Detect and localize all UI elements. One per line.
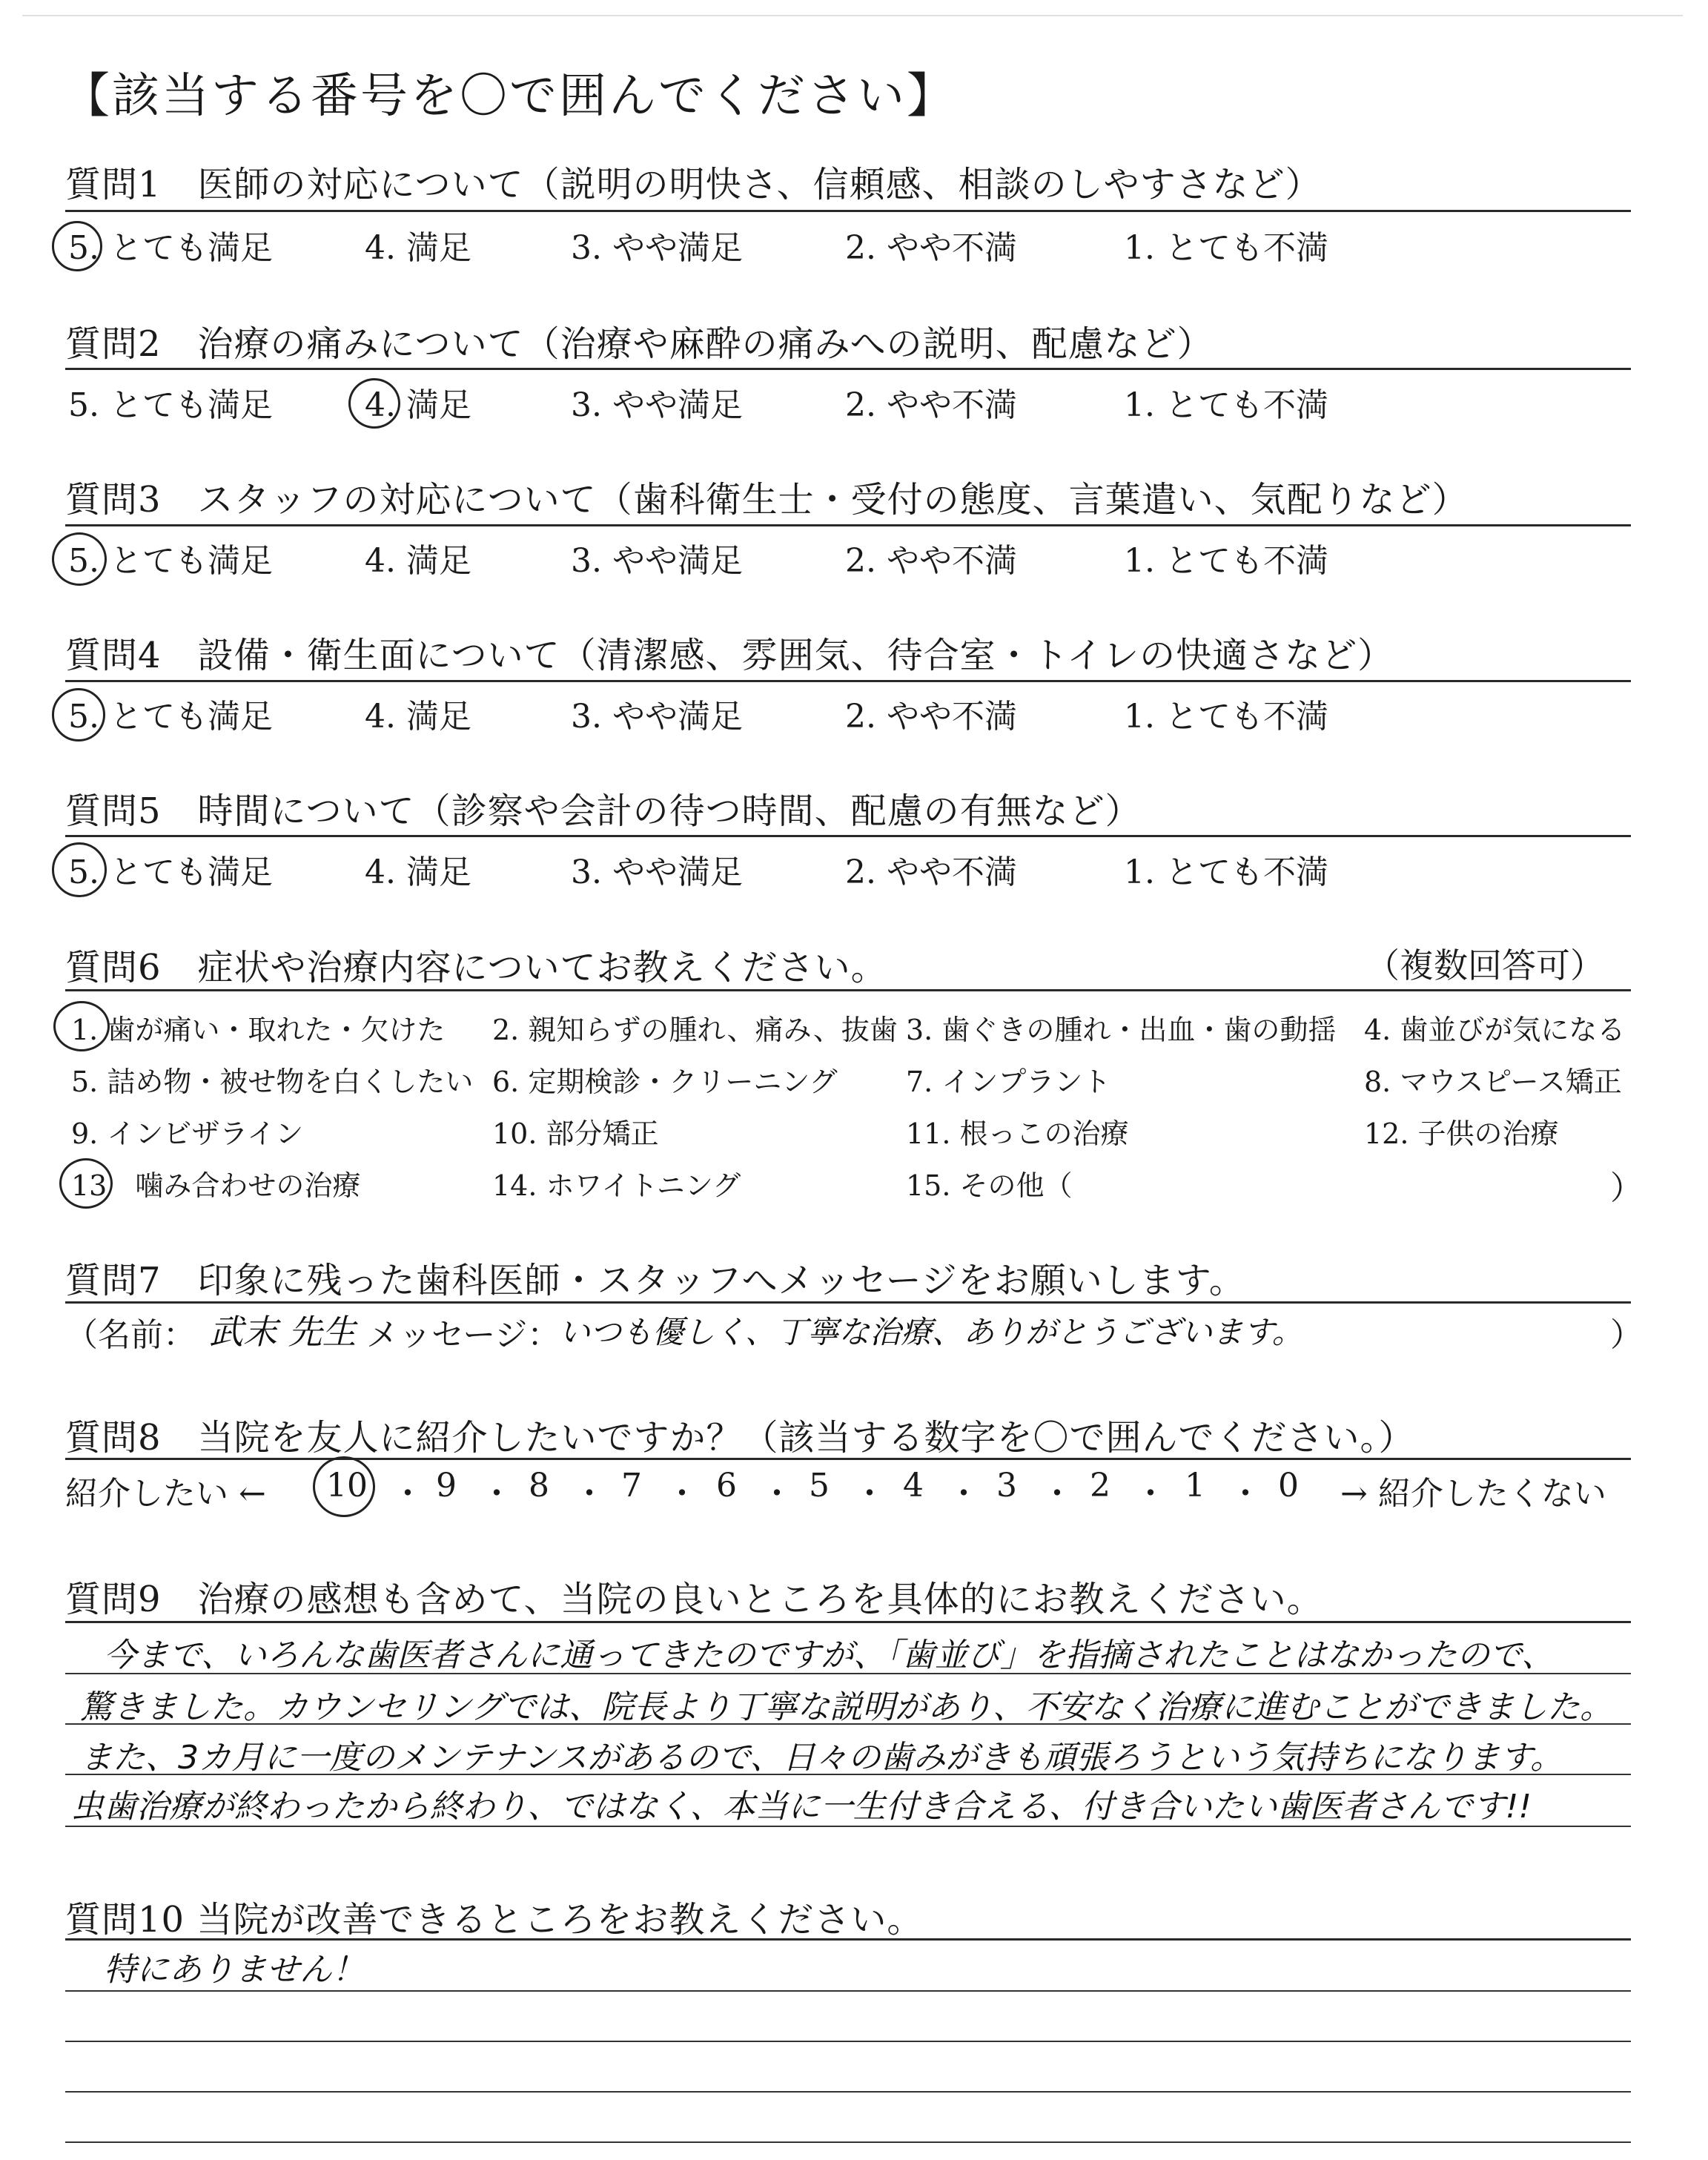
page-title: 【該当する番号を〇で囲んでください】	[62, 69, 956, 124]
q4-option-2[interactable]: 2. やや不満	[845, 698, 1017, 736]
scale-value-9[interactable]: 9	[436, 1467, 457, 1505]
q9-line-rule-2	[65, 1723, 1631, 1725]
q9-line-rule-4	[65, 1826, 1631, 1827]
scale-dot: ・	[666, 1475, 698, 1513]
q2-selection-circle	[348, 378, 400, 429]
q1-option-4[interactable]: 4. 満足	[365, 229, 471, 267]
q1-option-2[interactable]: 2. やや不満	[845, 229, 1017, 267]
q6-option-11[interactable]: 11. 根っこの治療	[906, 1117, 1129, 1150]
question-9-title: 質問9 治療の感想も含めて、当院の良いところを具体的にお教えください。	[65, 1579, 1323, 1620]
q6-option-7[interactable]: 7. インプラント	[906, 1066, 1111, 1098]
q6-selection-circle-13	[59, 1158, 113, 1209]
scale-value-3[interactable]: 3	[996, 1467, 1017, 1505]
question-7-rule	[65, 1301, 1631, 1304]
scale-left-label: 紹介したい ←	[65, 1475, 266, 1513]
top-border	[22, 15, 1683, 16]
q6-other-close: ）	[1610, 1169, 1643, 1207]
question-9-rule	[65, 1621, 1631, 1623]
q5-option-1[interactable]: 1. とても不満	[1124, 853, 1328, 891]
scale-dot: ・	[391, 1475, 424, 1513]
q4-selection-circle	[52, 688, 105, 742]
scale-value-6[interactable]: 6	[716, 1467, 737, 1505]
q6-option-13[interactable]: 13 噛み合わせの治療	[71, 1169, 361, 1202]
q10-line-rule-2	[65, 2041, 1631, 2042]
q3-option-1[interactable]: 1. とても不満	[1124, 542, 1328, 580]
q5-option-2[interactable]: 2. やや不満	[845, 853, 1017, 891]
q7-message-label: メッセージ：	[366, 1316, 560, 1354]
scale-dot: ・	[761, 1475, 793, 1513]
q4-option-4[interactable]: 4. 満足	[365, 698, 471, 736]
scale-value-10[interactable]: 10	[326, 1467, 368, 1505]
question-4-rule	[65, 680, 1631, 682]
scale-value-5[interactable]: 5	[809, 1467, 830, 1505]
q1-option-1[interactable]: 1. とても不満	[1124, 229, 1328, 267]
scale-dot: ・	[1229, 1475, 1262, 1513]
q2-option-4[interactable]: 4. 満足	[365, 386, 471, 424]
q9-line-rule-3	[65, 1774, 1631, 1775]
q9-answer-line-4[interactable]: 虫歯治療が終わったから終わり、ではなく、本当に一生付き合える、付き合いたい歯医者さんです!!	[71, 1788, 1532, 1826]
q9-answer-line-3[interactable]: また、3カ月に一度のメンテナンスがあるので、日々の歯みがきも頑張ろうという気持ちになります。	[80, 1739, 1563, 1777]
q7-name-value[interactable]: 武末 先生	[209, 1312, 357, 1352]
q9-answer-line-2[interactable]: 驚きました。カウンセリングでは、院長より丁寧な説明があり、不安なく治療に進むことができました。	[80, 1688, 1613, 1726]
scale-value-0[interactable]: 0	[1278, 1467, 1299, 1505]
q10-line-rule-4	[65, 2141, 1631, 2143]
q10-line-rule-1	[65, 1990, 1631, 1992]
q5-option-3[interactable]: 3. やや満足	[571, 853, 743, 891]
question-3-rule	[65, 524, 1631, 526]
question-5-title: 質問5 時間について（診察や会計の待つ時間、配慮の有無など）	[65, 790, 1142, 832]
question-5-rule	[65, 835, 1631, 837]
q2-option-2[interactable]: 2. やや不満	[845, 386, 1017, 424]
scale-dot: ・	[853, 1475, 886, 1513]
question-2-title: 質問2 治療の痛みについて（治療や麻酔の痛みへの説明、配慮など）	[65, 323, 1214, 365]
scale-dot: ・	[1134, 1475, 1167, 1513]
question-4-title: 質問4 設備・衛生面について（清潔感、雰囲気、待合室・トイレの快適さなど）	[65, 635, 1394, 676]
question-1-title: 質問1 医師の対応について（説明の明快さ、信頼感、相談のしやすさなど）	[65, 164, 1322, 205]
q1-option-3[interactable]: 3. やや満足	[571, 229, 743, 267]
scale-dot: ・	[573, 1475, 606, 1513]
question-6-rule	[65, 989, 1631, 991]
q6-option-10[interactable]: 10. 部分矯正	[492, 1117, 659, 1150]
question-10-title: 質問10 当院が改善できるところをお教えください。	[65, 1899, 924, 1941]
q8-selection-circle	[313, 1456, 375, 1517]
q2-option-5[interactable]: 5. とても満足	[68, 386, 273, 424]
q4-option-5[interactable]: 5. とても満足	[68, 698, 273, 736]
question-1-rule	[65, 210, 1631, 212]
scale-value-7[interactable]: 7	[621, 1467, 642, 1505]
q6-option-1[interactable]: 1. 歯が痛い・取れた・欠けた	[71, 1014, 446, 1046]
q4-option-1[interactable]: 1. とても不満	[1124, 698, 1328, 736]
q3-selection-circle	[52, 532, 107, 586]
scale-value-4[interactable]: 4	[903, 1467, 924, 1505]
q9-answer-line-1[interactable]: 今まで、いろんな歯医者さんに通ってきたのですが、「歯並び」を指摘されたことはなかったので、	[104, 1636, 1555, 1674]
q10-answer-line-1[interactable]: 特にありません！	[104, 1951, 365, 1989]
q6-option-14[interactable]: 14. ホワイトニング	[492, 1169, 741, 1202]
q3-option-5[interactable]: 5. とても満足	[68, 542, 273, 580]
q5-option-5[interactable]: 5. とても満足	[68, 853, 273, 891]
q1-selection-circle	[52, 221, 102, 271]
q6-option-8[interactable]: 8. マウスピース矯正	[1364, 1066, 1622, 1098]
q2-option-1[interactable]: 1. とても不満	[1124, 386, 1328, 424]
question-6-title: 質問6 症状や治療内容についてお教えください。	[65, 947, 887, 988]
q5-selection-circle	[52, 842, 107, 897]
q7-name-label: （名前：	[65, 1316, 196, 1354]
q6-option-6[interactable]: 6. 定期検診・クリーニング	[492, 1066, 838, 1098]
q6-option-12[interactable]: 12. 子供の治療	[1364, 1117, 1559, 1150]
q2-option-3[interactable]: 3. やや満足	[571, 386, 743, 424]
q9-line-rule-1	[65, 1673, 1631, 1674]
q7-message-value[interactable]: いつも優しく、丁寧な治療、ありがとうございます。	[559, 1314, 1303, 1350]
scale-value-1[interactable]: 1	[1185, 1467, 1205, 1505]
q3-option-3[interactable]: 3. やや満足	[571, 542, 743, 580]
q3-option-4[interactable]: 4. 満足	[365, 542, 471, 580]
question-10-rule	[65, 1938, 1631, 1941]
q6-option-2[interactable]: 2. 親知らずの腫れ、痛み、抜歯	[492, 1014, 898, 1046]
scale-value-2[interactable]: 2	[1090, 1467, 1110, 1505]
scale-dot: ・	[480, 1475, 513, 1513]
question-6-note: （複数回答可）	[1366, 945, 1604, 985]
q6-selection-circle-1	[53, 1001, 110, 1051]
q6-option-5[interactable]: 5. 詰め物・被せ物を白くしたい	[71, 1066, 474, 1098]
scale-value-8[interactable]: 8	[529, 1467, 549, 1505]
q6-option-3[interactable]: 3. 歯ぐきの腫れ・出血・歯の動揺	[906, 1014, 1337, 1046]
scale-dot: ・	[947, 1475, 980, 1513]
question-3-title: 質問3 スタッフの対応について（歯科衛生士・受付の態度、言葉遣い、気配りなど）	[65, 479, 1469, 521]
q10-line-rule-3	[65, 2091, 1631, 2093]
q6-option-9[interactable]: 9. インビザライン	[71, 1117, 304, 1150]
q6-option-15[interactable]: 15. その他（	[906, 1169, 1073, 1202]
question-7-title: 質問7 印象に残った歯科医師・スタッフへメッセージをお願いします。	[65, 1260, 1245, 1301]
scale-right-label: → 紹介したくない	[1340, 1475, 1606, 1513]
question-8-rule	[65, 1458, 1631, 1460]
q1-option-5[interactable]: 5. とても満足	[68, 229, 273, 267]
q3-option-2[interactable]: 2. やや不満	[845, 542, 1017, 580]
scale-dot: ・	[1041, 1475, 1073, 1513]
recommend-scale	[65, 1467, 1631, 1511]
q6-option-4[interactable]: 4. 歯並びが気になる	[1364, 1014, 1626, 1046]
q4-option-3[interactable]: 3. やや満足	[571, 698, 743, 736]
q7-close-paren: ）	[1610, 1316, 1643, 1354]
q5-option-4[interactable]: 4. 満足	[365, 853, 471, 891]
question-2-rule	[65, 368, 1631, 370]
question-8-title: 質問8 当院を友人に紹介したいですか？（該当する数字を〇で囲んでください。）	[65, 1417, 1415, 1459]
